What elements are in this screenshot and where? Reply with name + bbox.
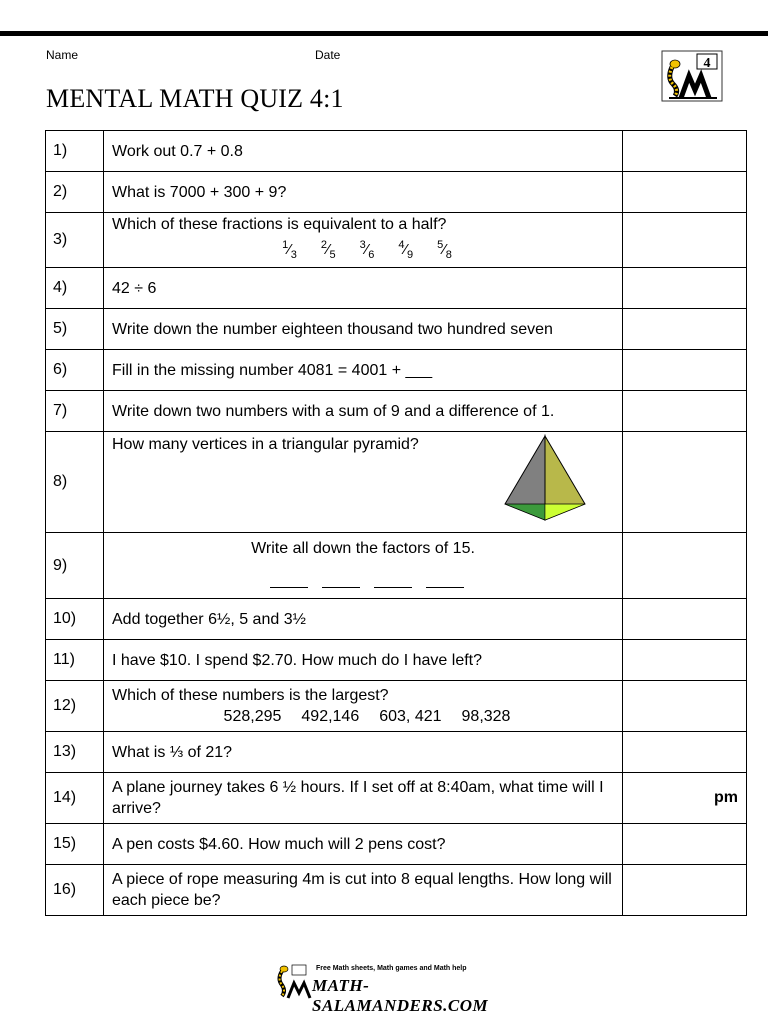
- answer-suffix: pm: [714, 789, 738, 806]
- answer-box[interactable]: [623, 865, 747, 916]
- fraction-option: $^2⁄_5$: [320, 239, 336, 261]
- question-text-cell: [104, 773, 623, 824]
- question-text-cell: [104, 865, 623, 916]
- number-option: 603, 421: [379, 708, 442, 725]
- fraction-option: $^1⁄_3$: [282, 239, 297, 261]
- question-row: [46, 172, 747, 213]
- question-text: A piece of rope measuring 4m is cut into 8 equal lengths. How long will each piece be?: [112, 871, 612, 909]
- question-number: 10): [46, 599, 104, 640]
- top-rule: [0, 31, 768, 36]
- question-text: How many vertices in a triangular pyramid?: [112, 436, 419, 453]
- question-text-cell: [104, 599, 623, 640]
- fraction-option: $^5⁄_8$: [437, 239, 452, 261]
- question-text: Which of these numbers is the largest?: [112, 687, 389, 704]
- question-text-cell: [104, 432, 623, 533]
- question-text-cell: [104, 131, 623, 172]
- question-row: [46, 773, 747, 824]
- question-text: What is ⅓ of 21?: [112, 743, 233, 761]
- question-text: What is 7000 + 300 + 9?: [112, 183, 287, 201]
- question-row: [46, 309, 747, 350]
- question-text-cell: [104, 732, 623, 773]
- answer-box[interactable]: [623, 824, 747, 865]
- question-number: 6): [46, 350, 104, 391]
- question-row: [46, 681, 747, 732]
- question-text-cell: [104, 640, 623, 681]
- question-text: 42 ÷ 6: [112, 279, 157, 297]
- triangular-pyramid-icon: [501, 434, 589, 522]
- question-number: 4): [46, 268, 104, 309]
- answer-blanks: [112, 573, 622, 594]
- question-number: 12): [46, 681, 104, 732]
- number-option: 98,328: [461, 708, 511, 725]
- answer-blank: [374, 573, 412, 588]
- question-text: A plane journey takes 6 ½ hours. If I set off at 8:40am, what time will I arrive?: [112, 779, 604, 817]
- question-text-cell: [104, 268, 623, 309]
- answer-blank: [270, 573, 308, 588]
- answer-box[interactable]: [623, 599, 747, 640]
- answer-box[interactable]: [623, 391, 747, 432]
- question-text: Write down the number eighteen thousand two hundred seven: [112, 320, 553, 338]
- question-row: [46, 824, 747, 865]
- fraction-option: $^3⁄_6$: [359, 239, 375, 261]
- question-row: [46, 865, 747, 916]
- question-number: 8): [46, 432, 104, 533]
- question-text-cell: [104, 533, 623, 599]
- number-option: 528,295: [223, 708, 282, 725]
- question-number: 15): [46, 824, 104, 865]
- footer-logo: [272, 963, 496, 1015]
- question-text: Work out 0.7 + 0.8: [112, 142, 243, 160]
- answer-box[interactable]: [623, 640, 747, 681]
- question-text-cell: [104, 172, 623, 213]
- question-text: Which of these fractions is equivalent to a half?: [112, 216, 447, 233]
- question-number: 9): [46, 533, 104, 599]
- question-number: 1): [46, 131, 104, 172]
- footer-salamander-icon: [272, 963, 312, 999]
- question-row: [46, 268, 747, 309]
- question-row: [46, 213, 747, 268]
- question-text-cell: [104, 350, 623, 391]
- question-row: [46, 599, 747, 640]
- question-text-cell: [104, 681, 623, 732]
- answer-box[interactable]: [623, 309, 747, 350]
- question-number: 14): [46, 773, 104, 824]
- question-text: Write all down the factors of 15.: [251, 539, 475, 557]
- question-text-cell: [104, 213, 623, 268]
- question-row: [46, 391, 747, 432]
- question-number: 13): [46, 732, 104, 773]
- question-text: Write down two numbers with a sum of 9 and a difference of 1.: [112, 402, 555, 420]
- number-options: [112, 706, 622, 727]
- answer-blank: [426, 573, 464, 588]
- answer-box[interactable]: [623, 773, 747, 824]
- question-text: I have $10. I spend $2.70. How much do I have left?: [112, 651, 483, 669]
- answer-box[interactable]: [623, 172, 747, 213]
- fraction-options: [112, 235, 622, 266]
- question-row: [46, 131, 747, 172]
- answer-box[interactable]: [623, 131, 747, 172]
- question-number: 16): [46, 865, 104, 916]
- salamander-logo-icon: [661, 50, 723, 102]
- footer-tagline: Free Math sheets, Math games and Math help: [316, 965, 467, 972]
- question-text-cell: [104, 309, 623, 350]
- date-label: Date: [315, 48, 341, 62]
- logo-digit: 4: [703, 56, 711, 71]
- question-row: [46, 432, 747, 533]
- fraction-option: $^4⁄_9$: [398, 239, 414, 261]
- answer-box[interactable]: [623, 268, 747, 309]
- number-option: 492,146: [301, 708, 360, 725]
- question-number: 3): [46, 213, 104, 268]
- question-number: 2): [46, 172, 104, 213]
- answer-box[interactable]: [623, 533, 747, 599]
- answer-box[interactable]: [623, 432, 747, 533]
- question-number: 11): [46, 640, 104, 681]
- name-label: Name: [46, 48, 79, 62]
- footer-site: MATH-SALAMANDERS.COM: [312, 976, 489, 1015]
- question-row: [46, 732, 747, 773]
- question-text-cell: [104, 391, 623, 432]
- answer-blank: [322, 573, 360, 588]
- question-text-cell: [104, 824, 623, 865]
- answer-box[interactable]: [623, 732, 747, 773]
- question-number: 7): [46, 391, 104, 432]
- question-text: Add together 6½, 5 and 3½: [112, 610, 306, 628]
- quiz-table: [45, 130, 747, 916]
- question-row: [46, 350, 747, 391]
- question-text: Fill in the missing number 4081 = 4001 + ___: [112, 361, 433, 379]
- question-number: 5): [46, 309, 104, 350]
- question-text: A pen costs $4.60. How much will 2 pens cost?: [112, 835, 446, 853]
- answer-box[interactable]: [623, 213, 747, 268]
- page-title: MENTAL MATH QUIZ 4:1: [46, 84, 344, 113]
- answer-box[interactable]: [623, 681, 747, 732]
- answer-box[interactable]: [623, 350, 747, 391]
- question-row: [46, 640, 747, 681]
- question-row: [46, 533, 747, 599]
